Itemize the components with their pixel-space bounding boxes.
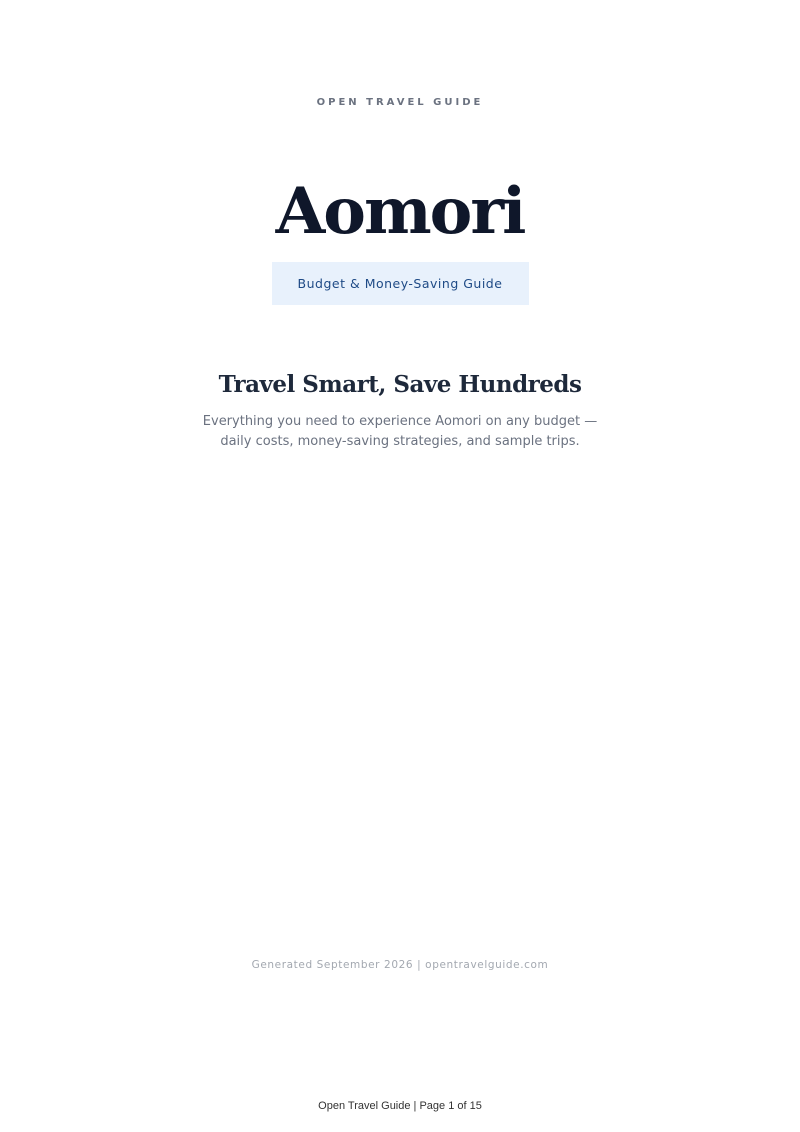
publisher-eyebrow: OPEN TRAVEL GUIDE — [316, 97, 484, 108]
generated-note: Generated September 2026 | opentravelguide.com — [251, 959, 549, 971]
cover-description: Everything you need to experience Aomori on any budget — daily costs, money-saving strategies, and sample trips. — [202, 414, 598, 449]
cover-subtitle: Travel Smart, Save Hundreds — [218, 371, 582, 398]
page-footer: Open Travel Guide | Page 1 of 15 — [318, 1100, 482, 1112]
guide-type-badge: Budget & Money-Saving Guide — [272, 262, 529, 305]
badge-container — [0, 262, 800, 305]
page-title: Aomori — [275, 174, 525, 249]
